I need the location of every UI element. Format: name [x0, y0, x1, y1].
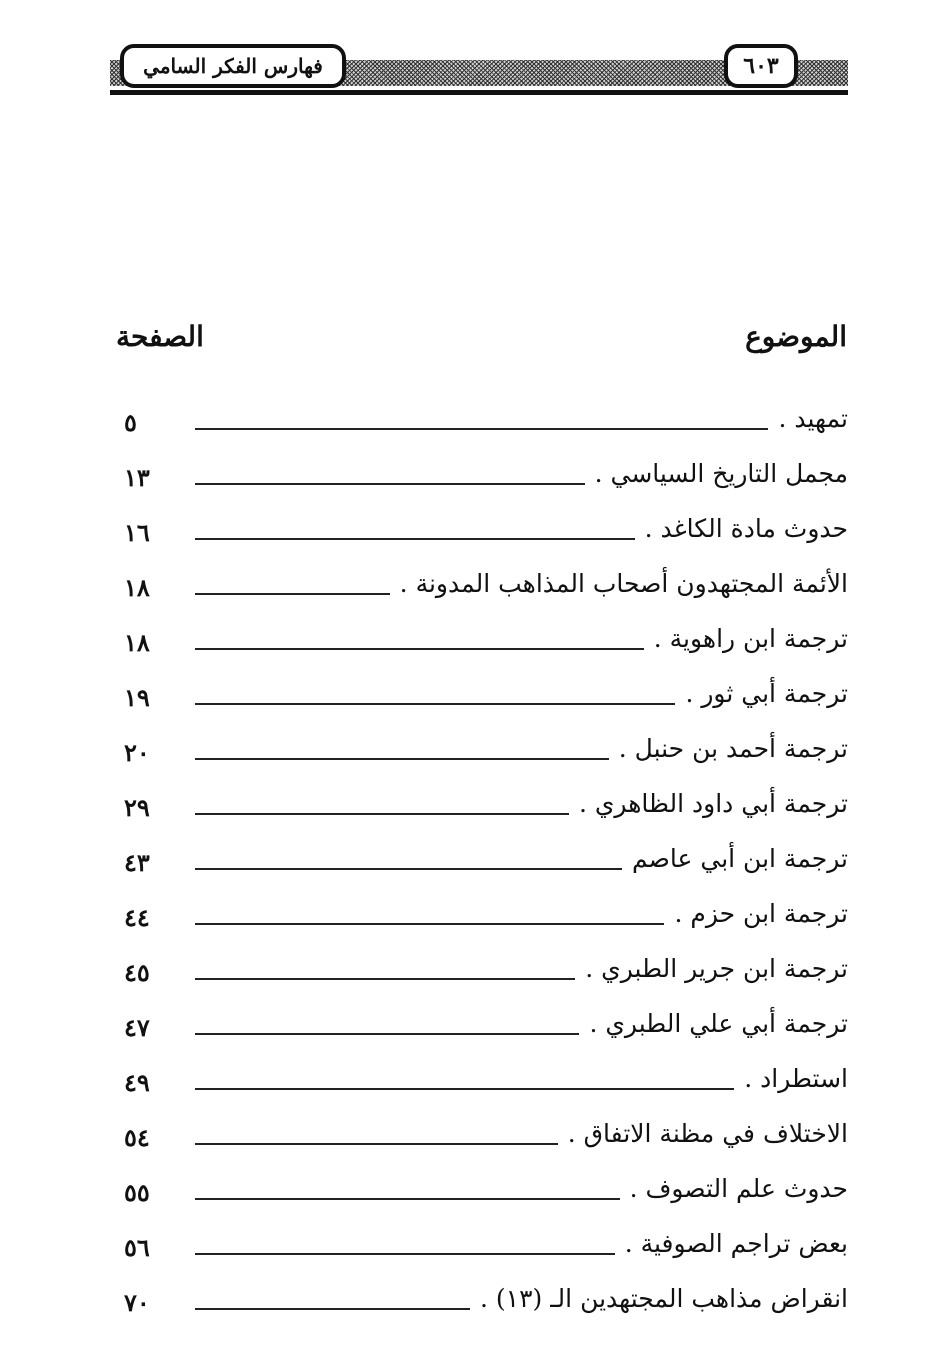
entry-title: ترجمة ابن راهوية . — [653, 624, 848, 653]
entry-title: مجمل التاريخ السياسي . — [594, 459, 848, 488]
index-entry[interactable] — [110, 940, 848, 995]
entry-page-number: ١٩ — [124, 683, 150, 712]
entry-page-number: ٤٤ — [124, 903, 150, 932]
topic-column-heading: الموضوع — [745, 320, 847, 353]
entry-page-number: ٤٥ — [124, 958, 150, 987]
running-title: فهارس الفكر السامي — [120, 44, 346, 88]
dotted-leader — [195, 483, 585, 485]
dotted-leader — [195, 813, 569, 815]
dotted-leader — [195, 1308, 470, 1310]
index-entry[interactable] — [110, 555, 848, 610]
entry-title: ترجمة ابن أبي عاصم — [632, 844, 848, 873]
dotted-leader — [195, 648, 644, 650]
entry-title: ترجمة أبي داود الظاهري . — [578, 789, 848, 818]
entry-page-number: ٤٩ — [124, 1068, 150, 1097]
dotted-leader — [195, 428, 768, 430]
entry-title: استطراد . — [744, 1064, 848, 1093]
dotted-leader — [195, 758, 609, 760]
index-entry[interactable] — [110, 610, 848, 665]
entry-title: ترجمة أحمد بن حنبل . — [618, 734, 848, 763]
entry-page-number: ٥٥ — [124, 1178, 150, 1207]
index-entry[interactable] — [110, 830, 848, 885]
entry-page-number: ٢٠ — [124, 738, 150, 767]
dotted-leader — [195, 923, 664, 925]
dotted-leader — [195, 593, 390, 595]
index-entries-list — [110, 390, 848, 1325]
entry-title: ترجمة أبي ثور . — [685, 679, 848, 708]
index-entry[interactable] — [110, 885, 848, 940]
entry-page-number: ٤٣ — [124, 848, 150, 877]
index-entry[interactable] — [110, 1105, 848, 1160]
dotted-leader — [195, 1143, 558, 1145]
index-entry[interactable] — [110, 720, 848, 775]
dotted-leader — [195, 868, 622, 870]
entry-title: حدوث علم التصوف . — [629, 1174, 848, 1203]
index-entry[interactable] — [110, 390, 848, 445]
header-rule — [110, 90, 848, 95]
page-number: ٦٠٣ — [724, 44, 798, 88]
entry-title: ترجمة أبي علي الطبري . — [589, 1009, 848, 1038]
index-entry[interactable] — [110, 500, 848, 555]
entry-title: الأئمة المجتهدون أصحاب المذاهب المدونة . — [399, 569, 848, 598]
entry-page-number: ٢٩ — [124, 793, 150, 822]
index-entry[interactable] — [110, 665, 848, 720]
index-entry[interactable] — [110, 995, 848, 1050]
entry-title: بعض تراجم الصوفية . — [624, 1229, 848, 1258]
dotted-leader — [195, 703, 675, 705]
page-column-heading: الصفحة — [116, 320, 204, 353]
entry-title: تمهيد . — [778, 404, 848, 433]
entry-page-number: ٤٧ — [124, 1013, 150, 1042]
index-entry[interactable] — [110, 1270, 848, 1325]
dotted-leader — [195, 1253, 615, 1255]
index-entry[interactable] — [110, 1050, 848, 1105]
index-entry[interactable] — [110, 445, 848, 500]
index-entry[interactable] — [110, 1215, 848, 1270]
dotted-leader — [195, 538, 635, 540]
dotted-leader — [195, 1088, 734, 1090]
dotted-leader — [195, 1033, 579, 1035]
entry-page-number: ١٦ — [124, 518, 150, 547]
entry-title: حدوث مادة الكاغد . — [644, 514, 848, 543]
entry-title: ترجمة ابن حزم . — [674, 899, 848, 928]
entry-page-number: ١٣ — [124, 463, 150, 492]
entry-page-number: ٧٠ — [124, 1288, 150, 1317]
entry-page-number: ٥٤ — [124, 1123, 150, 1152]
entry-page-number: ٥ — [124, 408, 137, 437]
index-entry[interactable] — [110, 775, 848, 830]
dotted-leader — [195, 1198, 620, 1200]
entry-title: ترجمة ابن جرير الطبري . — [585, 954, 848, 983]
running-header — [110, 40, 848, 96]
entry-page-number: ٥٦ — [124, 1233, 150, 1262]
entry-page-number: ١٨ — [124, 573, 150, 602]
dotted-leader — [195, 978, 575, 980]
entry-page-number: ١٨ — [124, 628, 150, 657]
entry-title: انقراض مذاهب المجتهدين الـ (١٣) . — [480, 1284, 848, 1313]
entry-title: الاختلاف في مظنة الاتفاق . — [567, 1119, 848, 1148]
index-entry[interactable] — [110, 1160, 848, 1215]
